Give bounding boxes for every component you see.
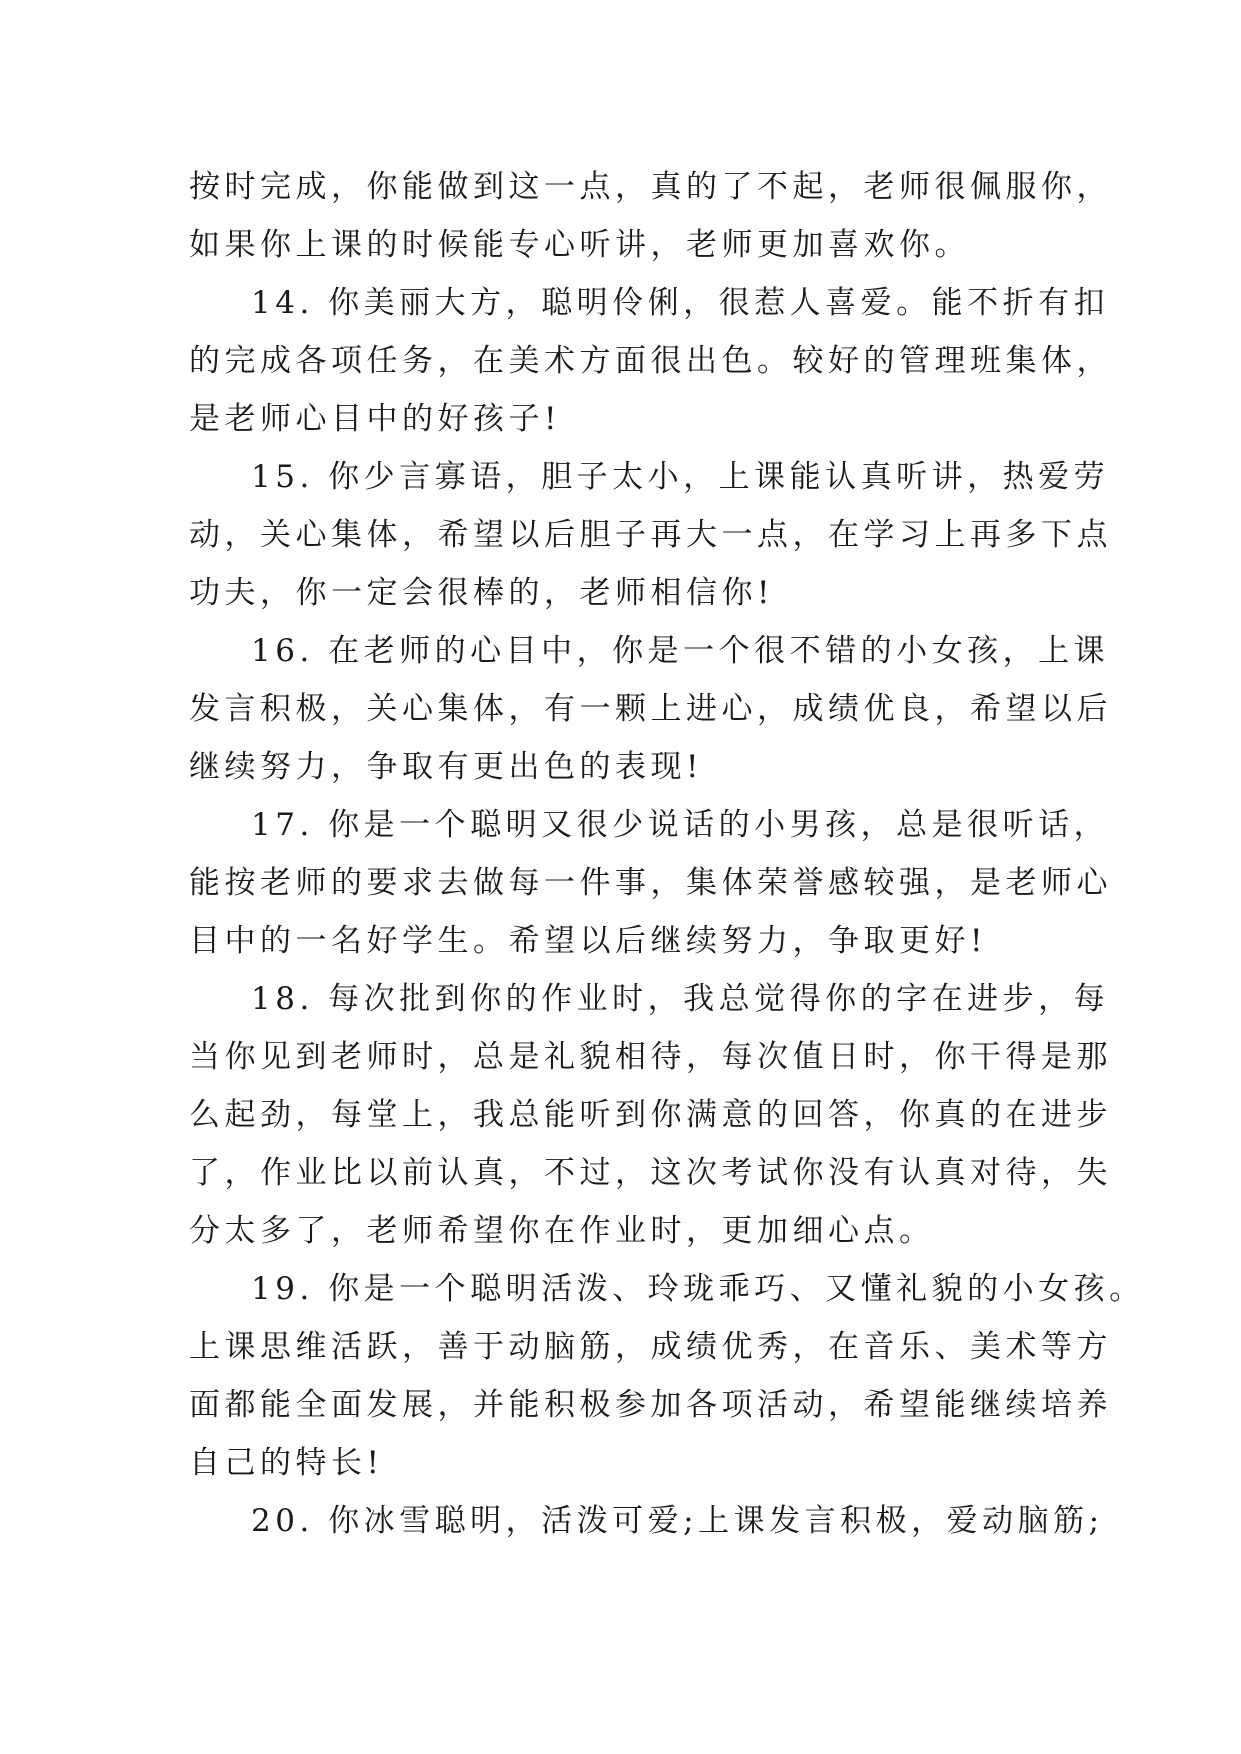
text-line: 上课思维活跃，善于动脑筋，成绩优秀，在音乐、美术等方	[189, 1329, 1112, 1365]
paragraph-17-start: 17. 你是一个聪明又很少说话的小男孩，总是很听话，	[251, 807, 1110, 843]
paragraph-20-start: 20. 你冰雪聪明，活泼可爱;上课发言积极，爱动脑筋;	[251, 1503, 1104, 1539]
paragraph-16-start: 16. 在老师的心目中，你是一个很不错的小女孩，上课	[251, 633, 1110, 669]
text-line: 动，关心集体，希望以后胆子再大一点，在学习上再多下点	[189, 517, 1112, 553]
text-line: 分太多了，老师希望你在作业时，更加细心点。	[189, 1213, 935, 1249]
paragraph-14-start: 14. 你美丽大方，聪明伶俐，很惹人喜爱。能不折有扣	[251, 285, 1110, 321]
text-line: 了，作业比以前认真，不过，这次考试你没有认真对待，失	[189, 1155, 1112, 1191]
text-line: 功夫，你一定会很棒的，老师相信你!	[189, 575, 774, 611]
paragraph-15-start: 15. 你少言寡语，胆子太小，上课能认真听讲，热爱劳	[251, 459, 1110, 495]
text-line: 么起劲，每堂上，我总能听到你满意的回答，你真的在进步	[189, 1097, 1112, 1133]
paragraph-18-start: 18. 每次批到你的作业时，我总觉得你的字在进步，每	[251, 981, 1110, 1017]
text-line: 发言积极，关心集体，有一颗上进心，成绩优良，希望以后	[189, 691, 1112, 727]
text-line: 按时完成，你能做到这一点，真的了不起，老师很佩服你，	[189, 169, 1112, 205]
text-line: 如果你上课的时候能专心听讲，老师更加喜欢你。	[189, 227, 970, 263]
document-body	[189, 158, 1145, 1550]
paragraph-19-start: 19. 你是一个聪明活泼、玲珑乖巧、又懂礼貌的小女孩。	[251, 1271, 1145, 1307]
text-line: 面都能全面发展，并能积极参加各项活动，希望能继续培养	[189, 1387, 1112, 1423]
text-line: 是老师心目中的好孩子!	[189, 401, 561, 437]
text-line: 自己的特长!	[189, 1445, 384, 1481]
text-line: 继续努力，争取有更出色的表现!	[189, 749, 703, 785]
text-line: 当你见到老师时，总是礼貌相待，每次值日时，你干得是那	[189, 1039, 1112, 1075]
text-line: 目中的一名好学生。希望以后继续努力，争取更好!	[189, 923, 987, 959]
text-line: 的完成各项任务，在美术方面很出色。较好的管理班集体，	[189, 343, 1112, 379]
text-line: 能按老师的要求去做每一件事，集体荣誉感较强，是老师心	[189, 865, 1112, 901]
